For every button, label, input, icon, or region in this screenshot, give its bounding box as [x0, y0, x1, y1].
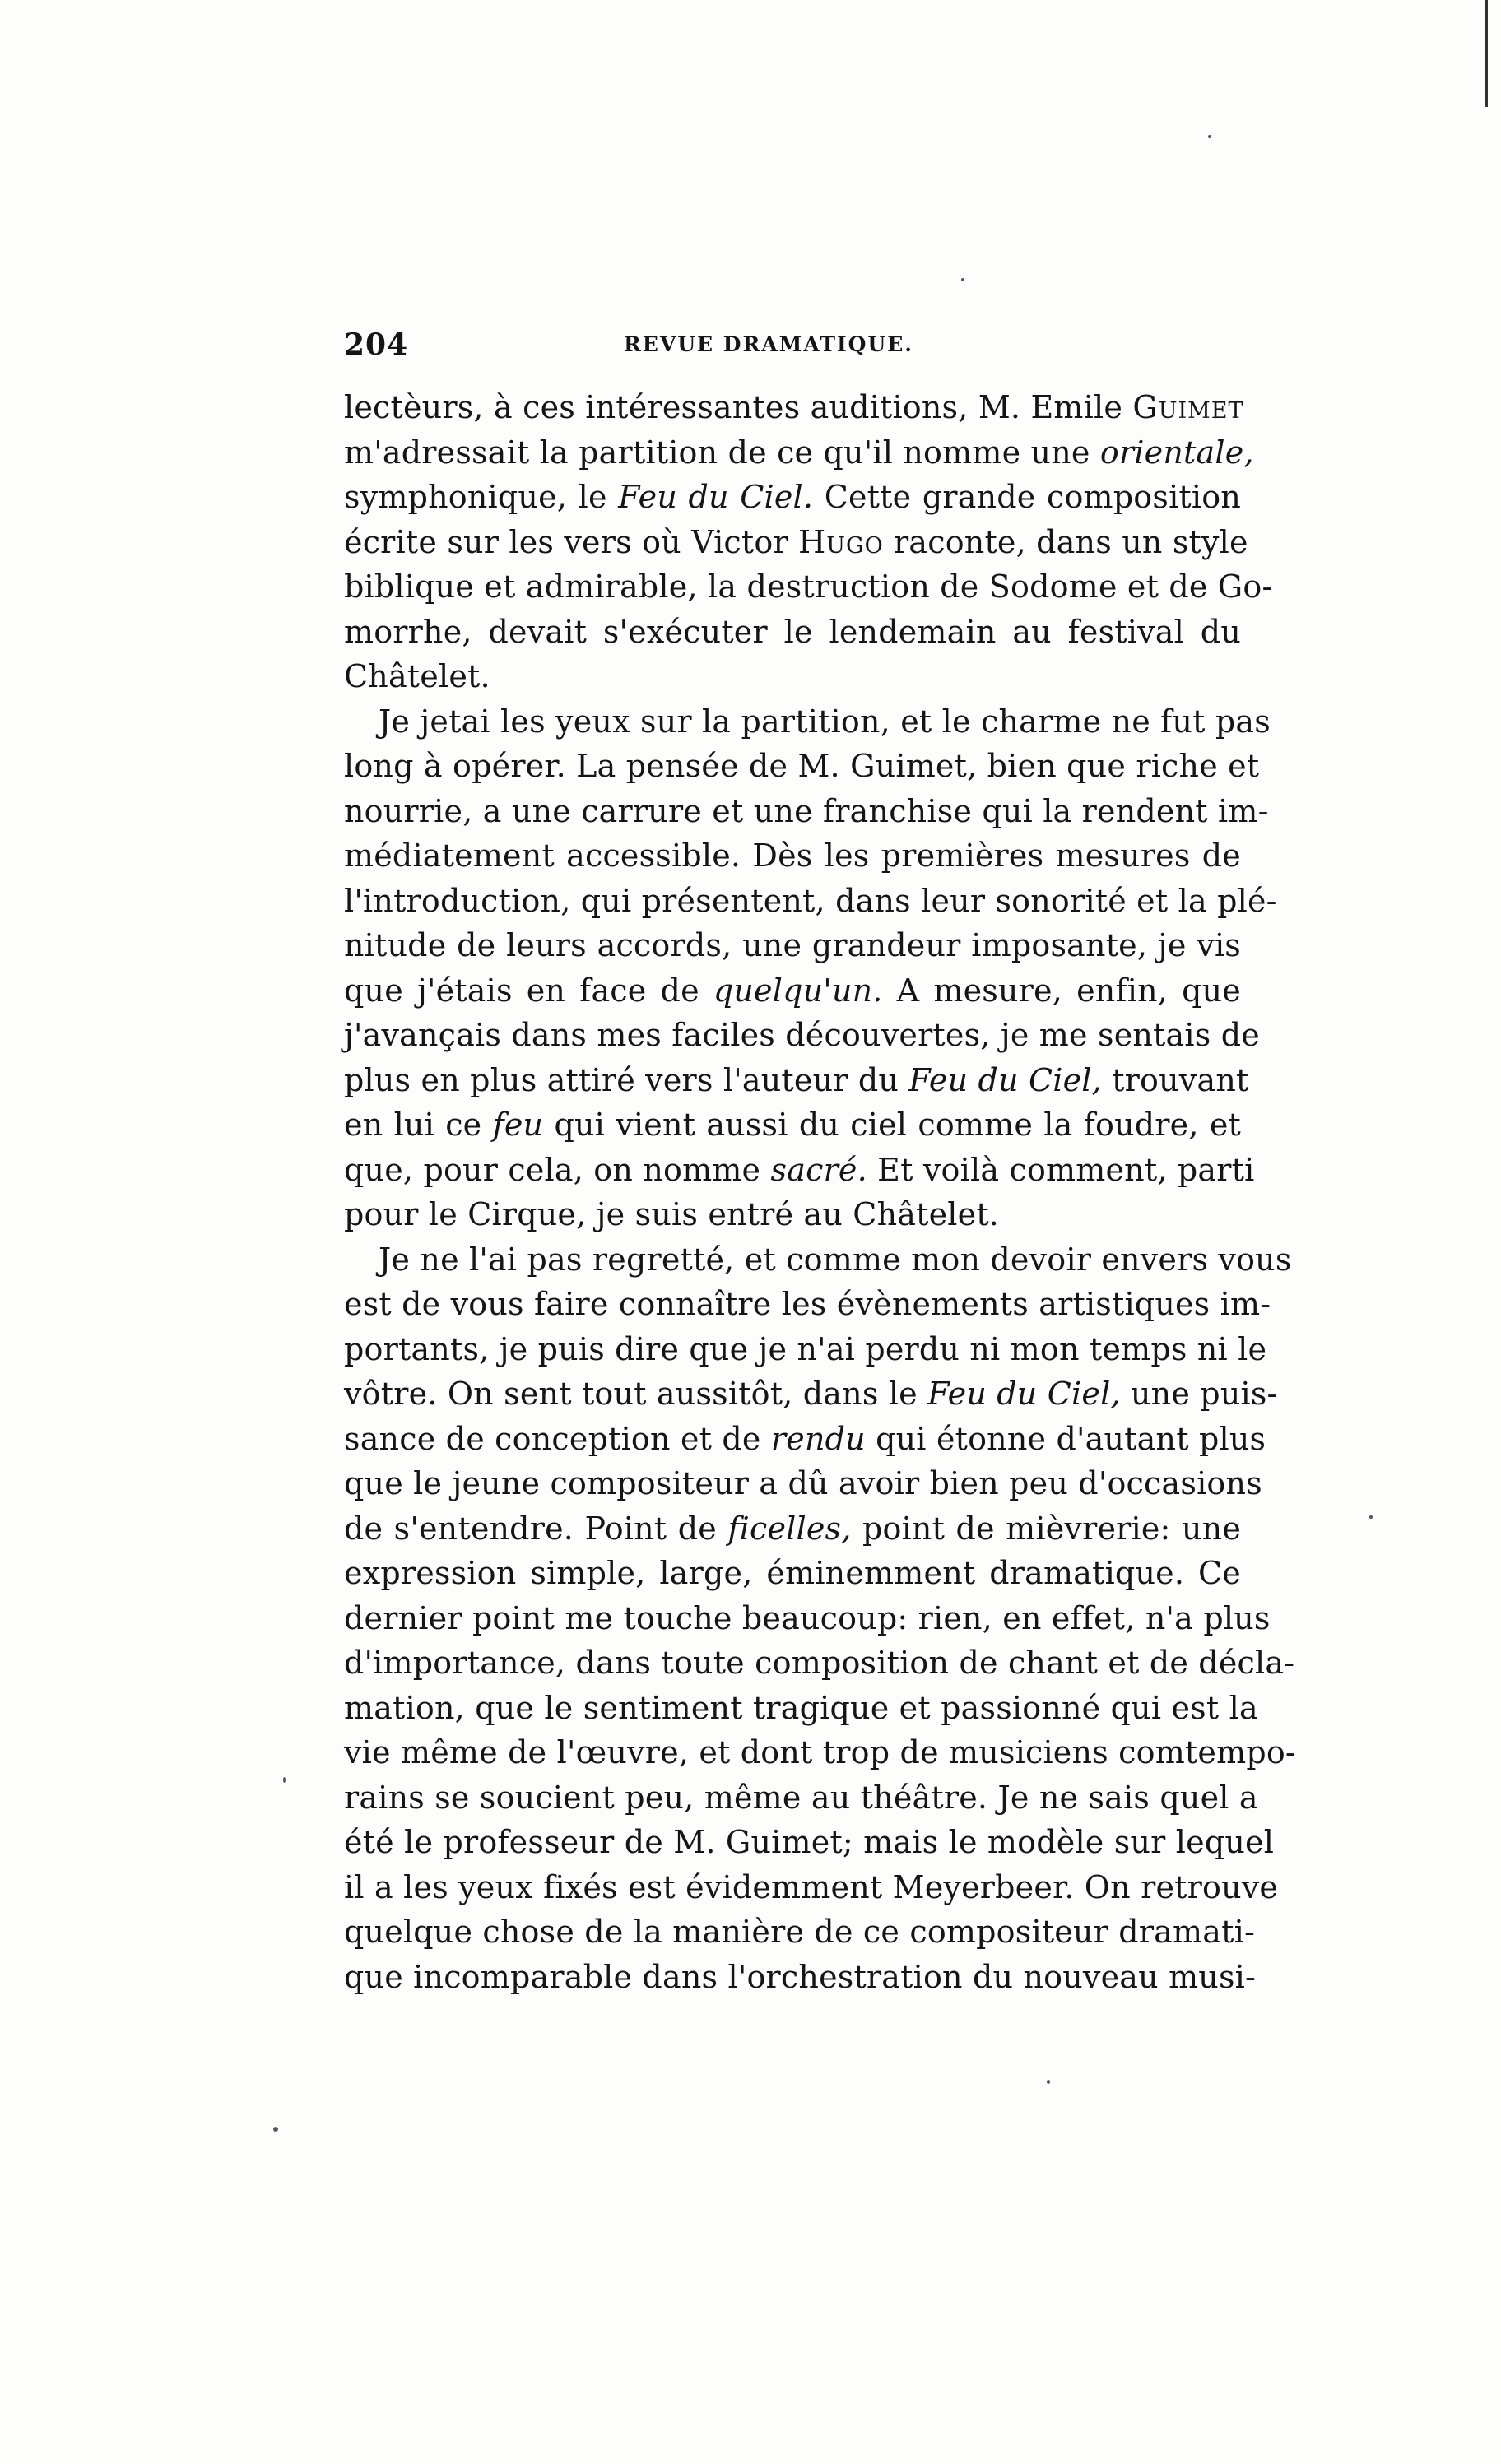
- text-run: que le jeune compositeur a dû avoir bien peu d'occasions: [344, 1465, 1262, 1501]
- text-run: écrite sur les vers où Victor: [344, 523, 799, 560]
- text-line: [344, 744, 1260, 789]
- text-line: [344, 1551, 1241, 1596]
- text-run: rains se soucient peu, même au théâtre. Je ne sais quel a: [344, 1779, 1258, 1816]
- text-run: d'importance, dans toute composition de chant et de décla-: [344, 1645, 1295, 1681]
- text-run: que j'étais en face de: [344, 972, 713, 1009]
- scan-speck: [1208, 135, 1211, 138]
- text-run: m'adressait la partition de ce qu'il nomme une: [344, 434, 1100, 471]
- text-line: [344, 1461, 1262, 1506]
- running-head: REVUE DRAMATIQUE.: [624, 332, 913, 356]
- text-run: vôtre. On sent tout aussitôt, dans le: [344, 1376, 928, 1412]
- text-run: que, pour cela, on nomme: [344, 1151, 771, 1188]
- italic-text: Feu du Ciel.: [618, 479, 814, 515]
- scan-speck: [273, 2127, 278, 2132]
- text-line: [344, 654, 1241, 699]
- text-run: point de mièvrerie: une: [851, 1510, 1242, 1547]
- text-run: une puis-: [1120, 1376, 1278, 1412]
- scan-edge-line: [1485, 0, 1488, 107]
- italic-text: feu: [492, 1107, 544, 1143]
- text-run: expression simple, large, éminemment dramatique. Ce: [344, 1555, 1241, 1591]
- text-line: [344, 1192, 1241, 1237]
- text-run: Je jetai les yeux sur la partition, et le charme ne fut pas: [379, 703, 1271, 740]
- text-run: quelque chose de la manière de ce compositeur dramati-: [344, 1914, 1255, 1950]
- text-line: [344, 789, 1269, 834]
- text-line: [344, 1058, 1249, 1103]
- scan-speck: [1369, 1515, 1373, 1519]
- text-run: Et voilà comment, parti: [867, 1151, 1255, 1188]
- text-run: A mesure, enfin, que: [882, 972, 1241, 1009]
- text-line: [344, 610, 1241, 655]
- text-line: [344, 475, 1241, 520]
- text-line: [344, 1282, 1271, 1327]
- text-run: raconte, dans un style: [883, 523, 1248, 560]
- text-line: [344, 1371, 1278, 1417]
- text-line: [344, 1730, 1296, 1775]
- text-run: sance de conception et de: [344, 1420, 771, 1457]
- text-line: [344, 1955, 1257, 2000]
- text-line: [344, 699, 1271, 745]
- text-run: biblique et admirable, la destruction de Sodome et de Go-: [344, 568, 1273, 605]
- text-run: qui vient aussi du ciel comme la foudre, et: [543, 1107, 1241, 1143]
- small-caps-name: Guimet: [1132, 389, 1244, 425]
- text-run: pour le Cirque, je suis entré au Châtelet.: [344, 1196, 1000, 1232]
- text-run: nitude de leurs accords, une grandeur imposante, je vis: [344, 927, 1241, 963]
- paragraph: [344, 699, 1277, 1237]
- italic-text: Feu du Ciel,: [908, 1061, 1102, 1098]
- text-line: [344, 1820, 1275, 1865]
- text-line: [344, 1417, 1266, 1462]
- text-run: médiatement accessible. Dès les premières mesures de: [344, 838, 1241, 874]
- text-line: [344, 1102, 1241, 1148]
- text-run: Châtelet.: [344, 658, 490, 694]
- text-line: [344, 833, 1241, 879]
- text-line: [344, 1327, 1267, 1372]
- text-run: Je ne l'ai pas regretté, et comme mon devoir envers vous: [379, 1241, 1292, 1278]
- text-run: lectèurs, à ces intéressantes auditions, M. Emile: [344, 389, 1133, 425]
- text-run: est de vous faire connaître les évènements artistiques im-: [344, 1286, 1271, 1322]
- page-header: [344, 327, 1241, 377]
- paragraph: [344, 385, 1273, 699]
- text-line: [344, 1686, 1258, 1731]
- text-run: que incomparable dans l'orchestration du nouveau musi-: [344, 1958, 1257, 1995]
- italic-text: ficelles,: [727, 1510, 852, 1547]
- text-run: il a les yeux fixés est évidemment Meyerbeer. On retrouve: [344, 1868, 1279, 1905]
- italic-text: orientale,: [1099, 434, 1254, 471]
- text-line: [344, 1237, 1292, 1283]
- italic-text: rendu: [770, 1420, 866, 1457]
- text-line: [344, 520, 1248, 565]
- body-text: [344, 385, 1296, 1999]
- text-run: plus en plus attiré vers l'auteur du: [344, 1061, 909, 1098]
- italic-text: sacré.: [770, 1151, 867, 1188]
- text-run: long à opérer. La pensée de M. Guimet, bien que riche et: [344, 748, 1260, 784]
- text-line: [344, 1909, 1255, 1955]
- text-line: [344, 1865, 1279, 1910]
- text-line: [344, 1640, 1295, 1686]
- text-line: [344, 1148, 1255, 1193]
- paragraph: [344, 1237, 1296, 2000]
- text-run: de s'entendre. Point de: [344, 1510, 728, 1547]
- text-line: [344, 1775, 1258, 1821]
- italic-text: Feu du Ciel,: [927, 1376, 1121, 1412]
- text-run: symphonique, le: [344, 479, 619, 515]
- text-run: nourrie, a une carrure et une franchise qui la rendent im-: [344, 792, 1269, 829]
- page-number: 204: [344, 327, 409, 362]
- text-line: [344, 879, 1277, 924]
- text-run: j'avançais dans mes faciles découvertes, je me sentais de: [344, 1017, 1260, 1053]
- text-run: en lui ce: [344, 1107, 493, 1143]
- text-line: [344, 430, 1254, 476]
- scan-speck: [961, 278, 964, 281]
- text-line: [344, 1506, 1241, 1552]
- text-run: mation, que le sentiment tragique et passionné qui est la: [344, 1689, 1258, 1726]
- text-run: dernier point me touche beaucoup: rien, en effet, n'a plus: [344, 1599, 1271, 1636]
- text-line: [344, 968, 1241, 1014]
- text-line: [344, 1596, 1271, 1641]
- scan-speck: [1047, 2080, 1050, 2084]
- text-line: [344, 564, 1273, 610]
- text-run: qui étonne d'autant plus: [865, 1420, 1266, 1457]
- small-caps-name: Hugo: [798, 523, 884, 560]
- text-run: portants, je puis dire que je n'ai perdu ni mon temps ni le: [344, 1330, 1267, 1367]
- text-run: vie même de l'œuvre, et dont trop de musiciens comtempo-: [344, 1734, 1296, 1770]
- italic-text: quelqu'un.: [713, 972, 883, 1009]
- text-run: morrhe, devait s'exécuter le lendemain au festival du: [344, 613, 1241, 650]
- text-run: été le professeur de M. Guimet; mais le modèle sur lequel: [344, 1824, 1275, 1860]
- scan-speck: [283, 1777, 286, 1783]
- text-run: Cette grande composition: [813, 479, 1242, 515]
- text-line: [344, 385, 1244, 430]
- text-line: [344, 1013, 1260, 1058]
- text-run: l'introduction, qui présentent, dans leur sonorité et la plé-: [344, 882, 1277, 919]
- text-line: [344, 923, 1241, 968]
- text-run: trouvant: [1101, 1061, 1249, 1098]
